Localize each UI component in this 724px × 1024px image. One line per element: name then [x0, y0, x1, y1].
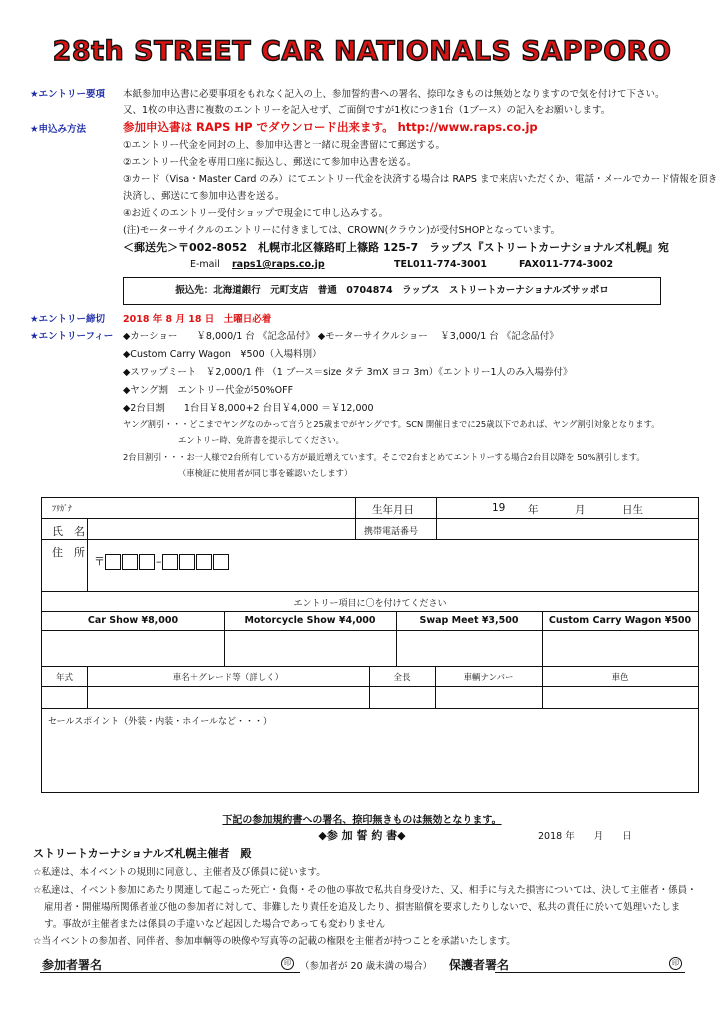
- option-custom-carry-wagon[interactable]: Custom Carry Wagon ¥500: [548, 615, 692, 626]
- pledge-item-3: ☆当イベントの参加者、同伴者、参加車輌等の映像や写真等の記載の権限を主催者が持つことを承諾いたします。: [33, 936, 516, 947]
- address-label: 住 所: [52, 546, 85, 559]
- pledge-notice: 下記の参加規約書への署名、捺印無きものは無効となります。: [222, 815, 502, 826]
- fee-second-car: ◆2台目割 1台目￥8,000+2 台目￥4,000 ＝￥12,000: [123, 403, 374, 414]
- young-note-1: ヤング割引・・・どこまでヤングなのかって言うと25歳までがヤングです。SCN 開催日までに25歳以下であれば、ヤング割引対象となります。: [123, 419, 660, 429]
- fees-label: ★エントリーフィー: [30, 331, 114, 342]
- deadline-label: ★エントリー締切: [30, 314, 106, 325]
- pledge-item-1: ☆私達は、本イベントの規則に同意し、主催者及び係員に従います。: [33, 867, 326, 878]
- entry-form: [41, 497, 699, 793]
- guardian-signature-label: 保護者署名: [449, 958, 510, 972]
- pledge-item-2: ☆私達は、イベント参加にあたり関連して起こった死亡・負傷・その他の事故で私共自身受けた、又、相手に与えた損害については、決して主催者・係員・: [33, 885, 697, 896]
- download-notice: 参加申込書は RAPS HP でダウンロード出来ます。 http://www.raps.co.jp: [123, 120, 538, 134]
- participant-signature-field[interactable]: [120, 956, 295, 972]
- tel-number: TEL011-774-3001: [394, 259, 488, 270]
- fee-young-discount: ◆ヤング割 エントリー代金が50%OFF: [123, 385, 294, 396]
- method-item-3-cont: 決済し、郵送にて参加申込書を送る。: [123, 191, 285, 202]
- second-note-1: 2台目割引・・・お一人様で2台所有している方が最近増えています。そこで2台まとめてエントリーする場合2台目以降を 50%割引します。: [123, 452, 645, 462]
- birth-date-label: 生年月日: [372, 504, 414, 516]
- option-motorcycle-show[interactable]: Motorcycle Show ¥4,000: [244, 615, 376, 626]
- plate-number-header: 車輌ナンバー: [463, 673, 514, 683]
- furigana-label: ﾌﾘｶﾞﾅ: [52, 504, 72, 513]
- car-color-header: 車色: [611, 673, 629, 683]
- deadline-value: 2018 年 8 月 18 日 土曜日必着: [123, 314, 272, 325]
- birth-day-label: 日生: [622, 504, 643, 516]
- page-title: 28th STREET CAR NATIONALS SAPPORO: [52, 36, 672, 67]
- name-field[interactable]: [92, 521, 352, 537]
- application-label: ★申込み方法: [30, 124, 87, 135]
- minor-note: （参加者が 20 歳未満の場合）: [300, 961, 433, 972]
- pledge-item-2-cont1: 雇用者・開催場所関係者並び他の参加者に対して、非難したり責任を追及したり、損害賠償を要求したりしないで、私共の責任に於いて処理いたしま: [44, 902, 681, 913]
- phone-field[interactable]: [442, 521, 692, 537]
- guardian-seal-icon: 印: [669, 957, 682, 970]
- car-name-header: 車名＋グレード等（詳しく）: [172, 673, 284, 683]
- fax-number: FAX011-774-3002: [519, 259, 614, 270]
- participant-seal-icon: 印: [281, 957, 294, 970]
- pledge-item-2-cont2: す。事故が主催者または係員の手違いなど起因した場合であっても変わりません: [44, 919, 386, 930]
- birth-month-label: 月: [575, 504, 586, 516]
- motorcycle-note: (注)モーターサイクルのエントリーに付きましては、CROWN(クラウン)が受付SHOPとなっています。: [123, 225, 561, 236]
- name-label: 氏 名: [52, 525, 85, 538]
- email-label: E-mail: [190, 259, 220, 270]
- pledge-addressee: ストリートカーナショナルズ札幌主催者 殿: [33, 847, 252, 860]
- entry-requirements-line2: 又、1枚の申込書に複数のエントリーを記入せず、ご面倒ですが1枚につき1台（1ブース）の記入をお願いします。: [123, 105, 611, 116]
- pledge-date: 2018 年 月 日: [538, 831, 632, 842]
- fee-car-moto: ◆カーショー ￥8,000/1 台 《記念品付》 ◆モーターサイクルショー ￥3,000/1 台 《記念品付》: [123, 331, 559, 342]
- length-header: 全長: [393, 673, 411, 683]
- sales-point-field[interactable]: [48, 728, 688, 786]
- birth-year-prefix: 19: [492, 502, 506, 514]
- pledge-title: ◆参 加 誓 約 書◆: [318, 829, 406, 842]
- bank-account: 振込先：北海道銀行 元町支店 普通 0704874 ラップス ストリートカーナショナルズサッポロ: [175, 285, 609, 296]
- postal-mark: 〒: [94, 555, 105, 568]
- phone-label: 携帯電話番号: [364, 527, 419, 537]
- method-item-1: ①エントリー代金を同封の上、参加申込書と一緒に現金書留にて郵送する。: [123, 140, 446, 151]
- method-item-3: ③カード（Visa・Master Card のみ）にてエントリー代金を決済する場合は RAPS まで来店いただくか、電話・メールでカード情報を頂き: [123, 174, 718, 185]
- birth-year-label: 年: [528, 504, 539, 516]
- young-note-2: エントリー時、免許書を提示してください。: [178, 435, 344, 445]
- fee-swap-meet: ◆スワップミート ￥2,000/1 件 （1 ブース＝size タテ 3mX ヨコ 3m）《エントリー1人のみ入場券付》: [123, 367, 573, 378]
- participant-signature-label: 参加者署名: [42, 958, 103, 972]
- mailing-address: ＜郵送先＞〒002-8052 札幌市北区篠路町上篠路 125-7 ラップス『ストリートカーナショナルズ札幌』宛: [123, 241, 669, 254]
- sales-point-label: セールスポイント（外装・内装・ホイールなど・・・）: [48, 717, 273, 727]
- entry-requirements-line1: 本紙参加申込書に必要事項をもれなく記入の上、参加誓約書への署名、捺印なきものは無効となりますので気を付けて下さい。: [123, 89, 665, 100]
- entry-options-header: エントリー項目に〇を付けてください: [293, 599, 447, 609]
- email-link[interactable]: raps1@raps.co.jp: [232, 259, 325, 270]
- guardian-signature-field[interactable]: [530, 956, 665, 972]
- furigana-field[interactable]: [92, 500, 352, 516]
- fee-carry-wagon: ◆Custom Carry Wagon ¥500（入場料別）: [123, 349, 322, 360]
- bank-account-box: [123, 277, 661, 305]
- option-swap-meet[interactable]: Swap Meet ¥3,500: [419, 615, 519, 626]
- postal-code-field[interactable]: 〒 –: [94, 553, 230, 570]
- method-item-2: ②エントリー代金を専用口座に振込し、郵送にて参加申込書を送る。: [123, 157, 417, 168]
- entry-requirements-label: ★エントリー要項: [30, 89, 106, 100]
- method-item-4: ④お近くのエントリー受付ショップで現金にて申し込みする。: [123, 208, 389, 219]
- option-car-show[interactable]: Car Show ¥8,000: [87, 615, 179, 626]
- model-year-header: 年式: [55, 673, 73, 683]
- second-note-2: （車検証に使用者が同じ事を確認いたします）: [178, 468, 353, 478]
